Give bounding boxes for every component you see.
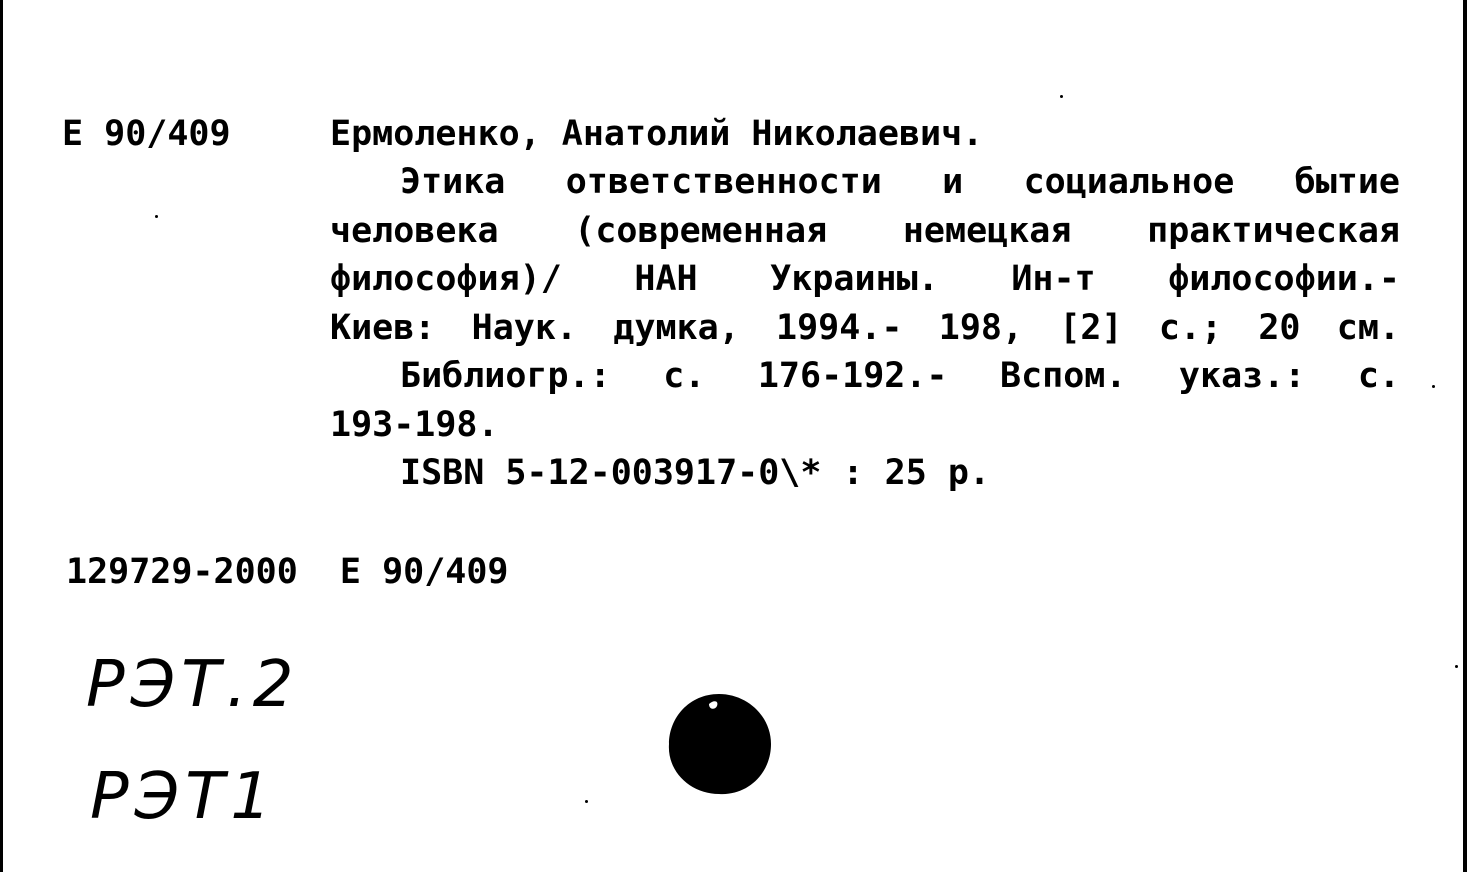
description-line: Этика ответственности и социальное бытие <box>400 162 1400 202</box>
speck <box>1432 385 1435 388</box>
inventory-number: 129729-2000 Е 90/409 <box>66 552 509 592</box>
speck <box>585 800 588 803</box>
speck <box>155 215 158 218</box>
description-line: 193-198. <box>330 404 499 445</box>
handwritten-note: РЭТ1 <box>90 760 278 834</box>
description-line: Библиогр.: с. 176-192.- Вспом. указ.: с. <box>400 356 1400 396</box>
description-line: философия)/ НАН Украины. Ин-т философии.- <box>330 259 1400 299</box>
handwritten-note: РЭТ.2 <box>86 648 300 722</box>
punch-hole <box>665 690 773 798</box>
shelf-mark: Е 90/409 <box>62 114 231 154</box>
bibliographic-description <box>330 158 1400 498</box>
card-right-edge <box>1463 0 1467 872</box>
author-heading: Ермоленко, Анатолий Николаевич. <box>330 114 984 154</box>
card-left-edge <box>0 0 3 872</box>
speck <box>1455 665 1458 668</box>
description-line: человека (современная немецкая практическая <box>330 210 1400 251</box>
isbn-line: ISBN 5-12-003917-0\* : 25 р. <box>400 453 991 493</box>
speck <box>1060 95 1063 98</box>
description-line: Киев: Наук. думка, 1994.- 198, [2] с.; 20 см. <box>330 307 1400 348</box>
